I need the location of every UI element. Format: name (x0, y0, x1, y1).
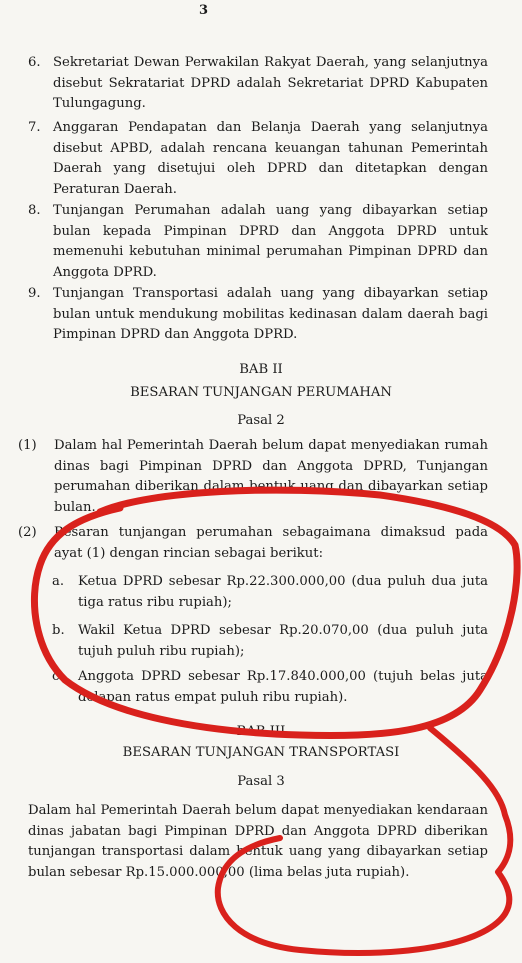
ayat-2 (18, 523, 488, 564)
bab3-title: BAB III (236, 724, 286, 739)
ayat-number: (1) (18, 438, 37, 453)
item-number: 7. (28, 120, 41, 135)
sub-item-letter: b. (52, 623, 65, 638)
ayat-text: Dalam hal Pemerintah Daerah belum dapat menyediakan rumah dinas bagi Pimpinan DPRD dan Anggota DPRD, Tunjangan perumahan diberikan dalam bentuk uang dan dibayarkan setiap bulan. (54, 438, 488, 515)
item-text: Tunjangan Perumahan adalah uang yang dibayarkan setiap bulan kepada Pimpinan DPRD dan Anggota DPRD untuk memenuhi kebutuhan minimal perumahan Pimpinan DPRD dan Anggota DPRD. (53, 203, 488, 280)
bab2-title: BAB II (239, 362, 283, 377)
ayat-number: (2) (18, 525, 37, 540)
item-text: Anggaran Pendapatan dan Belanja Daerah yang selanjutnya disebut APBD, adalah rencana keuangan tahunan Pemerintah Daerah yang disetujui oleh DPRD dan ditetapkan dengan Peraturan Daerah. (53, 120, 488, 197)
list-item-9 (28, 284, 488, 346)
item-text: Tunjangan Transportasi adalah uang yang dibayarkan setiap bulan untuk mendukung mobilitas kedinasan dalam daerah bagi Pimpinan DPRD dan Anggota DPRD. (53, 286, 488, 343)
page-number: 3 (199, 3, 209, 18)
sub-item-letter: c. (52, 669, 64, 684)
bab3-subtitle: BESARAN TUNJANGAN TRANSPORTASI (122, 745, 400, 760)
pasal3-heading: Pasal 3 (237, 774, 285, 789)
sub-item-a (52, 572, 488, 613)
pasal2-heading: Pasal 2 (237, 413, 285, 428)
ayat-1 (18, 436, 488, 518)
sub-item-b (52, 621, 488, 662)
sub-item-text: Wakil Ketua DPRD sebesar Rp.20.070,00 (dua puluh juta tujuh puluh ribu rupiah); (78, 623, 488, 659)
list-item-7 (28, 118, 488, 200)
pasal3-paragraph: Dalam hal Pemerintah Daerah belum dapat menyediakan kendaraan dinas jabatan bagi Pimpinan DPRD dan Anggota DPRD diberikan tunjangan transportasi dalam bentuk uang yang dibayarkan setiap bulan sebesar Rp.15.000.000,00 (lima belas juta rupiah). (28, 803, 488, 880)
bab2-subtitle: BESARAN TUNJANGAN PERUMAHAN (130, 385, 392, 400)
sub-item-c (52, 667, 488, 708)
sub-item-letter: a. (52, 574, 65, 589)
list-item-8 (28, 201, 488, 283)
item-number: 6. (28, 55, 41, 70)
item-text: Sekretariat Dewan Perwakilan Rakyat Daerah, yang selanjutnya disebut Sekratariat DPRD adalah Sekretariat DPRD Kabupaten Tulungagung. (53, 55, 488, 112)
sub-item-text: Ketua DPRD sebesar Rp.22.300.000,00 (dua puluh dua juta tiga ratus ribu rupiah); (78, 574, 488, 610)
ayat-text: Besaran tunjangan perumahan sebagaimana dimaksud pada ayat (1) dengan rincian sebagai berikut: (54, 525, 488, 561)
item-number: 8. (28, 203, 41, 218)
list-item-6 (28, 53, 488, 115)
item-number: 9. (28, 286, 41, 301)
sub-item-text: Anggota DPRD sebesar Rp.17.840.000,00 (tujuh belas juta delapan ratus empat puluh ribu rupiah). (78, 669, 488, 705)
